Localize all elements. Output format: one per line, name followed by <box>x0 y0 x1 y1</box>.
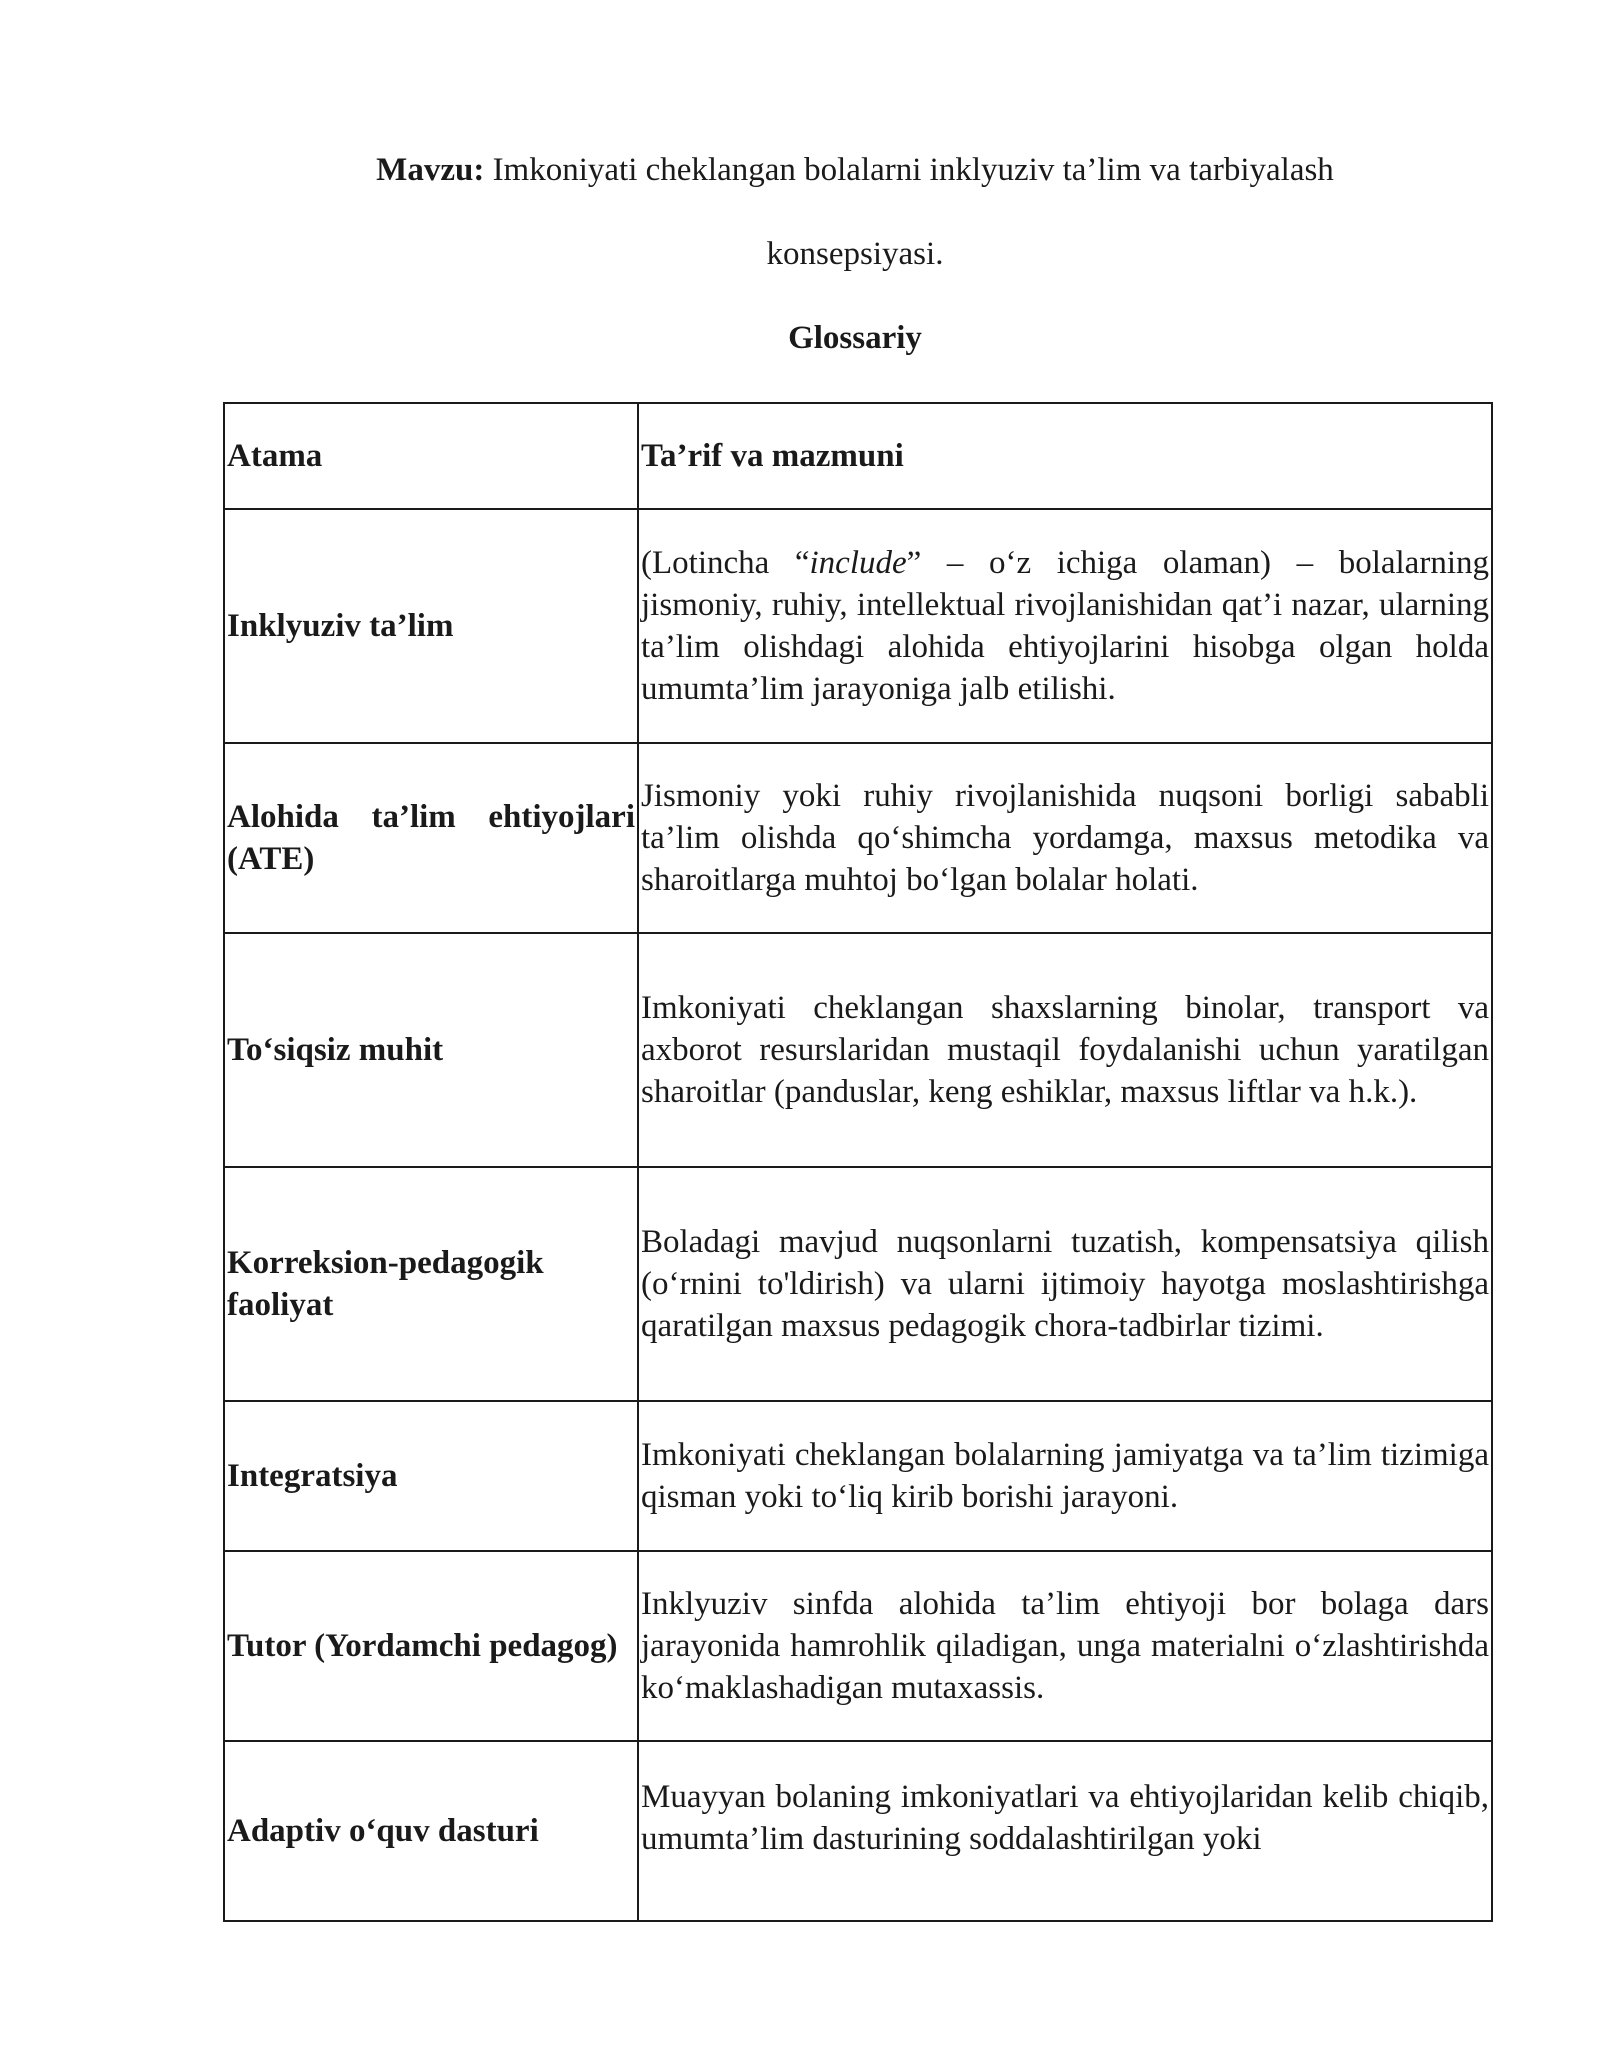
definition-prefix: (Lotincha “ <box>641 545 810 581</box>
definition-cell: Imkoniyati cheklangan bolalarning jamiyatga va ta’lim tizimiga qisman yoki to‘liq kirib borishi jarayoni. <box>638 1401 1492 1551</box>
topic-line <box>55 150 1600 190</box>
topic-text: Imkoniyati cheklangan bolalarni inklyuziv ta’lim va tarbiyalash <box>484 152 1334 188</box>
definition-cell: Imkoniyati cheklangan shaxslarning binolar, transport va axborot resurslaridan mustaqil foydalanishi uchun yaratilgan sharoitlar (panduslar, keng eshiklar, maxsus liftlar va h.k.). <box>638 933 1492 1167</box>
term-cell: Integratsiya <box>224 1401 638 1551</box>
definition-italic: include <box>809 545 907 581</box>
definition-cell: Inklyuziv sinfda alohida ta’lim ehtiyoji bor bolaga dars jarayonida hamrohlik qiladigan, unga materialni o‘zlashtirishda ko‘maklashadigan mutaxassis. <box>638 1551 1492 1741</box>
term-cell: Inklyuziv ta’lim <box>224 509 638 743</box>
column-header-term: Atama <box>224 403 638 509</box>
table-row <box>224 1401 1492 1551</box>
definition-cell <box>638 509 1492 743</box>
glossary-table <box>223 402 1493 1922</box>
definition-cell <box>638 1741 1492 1921</box>
glossary-title: Glossariy <box>788 320 922 356</box>
term-cell: Korreksion-pedagogik faoliyat <box>224 1167 638 1401</box>
term-cell: Alohida ta’lim ehtiyojlari (ATE) <box>224 743 638 933</box>
table-row <box>224 509 1492 743</box>
term-cell: Adaptiv o‘quv dasturi <box>224 1741 638 1921</box>
definition-suffix: ” – o‘z ichiga olaman) – bolalarning jismoniy, ruhiy, intellektual rivojlanishidan qat’i nazar, ularning ta’lim olishdagi alohida ehtiyojlarini hisobga olgan holda umumta’lim jarayoniga jalb etilishi. <box>641 545 1489 707</box>
definition-cell: Jismoniy yoki ruhiy rivojlanishida nuqsoni borligi sababli ta’lim olishda qo‘shimcha yordamga, maxsus metodika va sharoitlarga muhtoj bo‘lgan bolalar holati. <box>638 743 1492 933</box>
definition-text: Muayyan bolaning imkoniyatlari va ehtiyojlaridan kelib chiqib, umumta’lim dasturining soddalashtirilgan yoki <box>641 1779 1489 1857</box>
table-header-row <box>224 403 1492 509</box>
table-row <box>224 933 1492 1167</box>
table-row <box>224 743 1492 933</box>
column-header-definition: Ta’rif va mazmuni <box>638 403 1492 509</box>
table-row <box>224 1551 1492 1741</box>
definition-cell: Boladagi mavjud nuqsonlarni tuzatish, kompensatsiya qilish (o‘rnini to'ldirish) va ularni ijtimoiy hayotga moslashtirishga qaratilgan maxsus pedagogik chora-tadbirlar tizimi. <box>638 1167 1492 1401</box>
topic-label: Mavzu: <box>376 152 485 188</box>
table-row <box>224 1741 1492 1921</box>
term-cell: To‘siqsiz muhit <box>224 933 638 1167</box>
table-row <box>224 1167 1492 1401</box>
topic-line-continued: konsepsiyasi. <box>766 236 944 272</box>
term-cell: Tutor (Yordamchi pedagog) <box>224 1551 638 1741</box>
